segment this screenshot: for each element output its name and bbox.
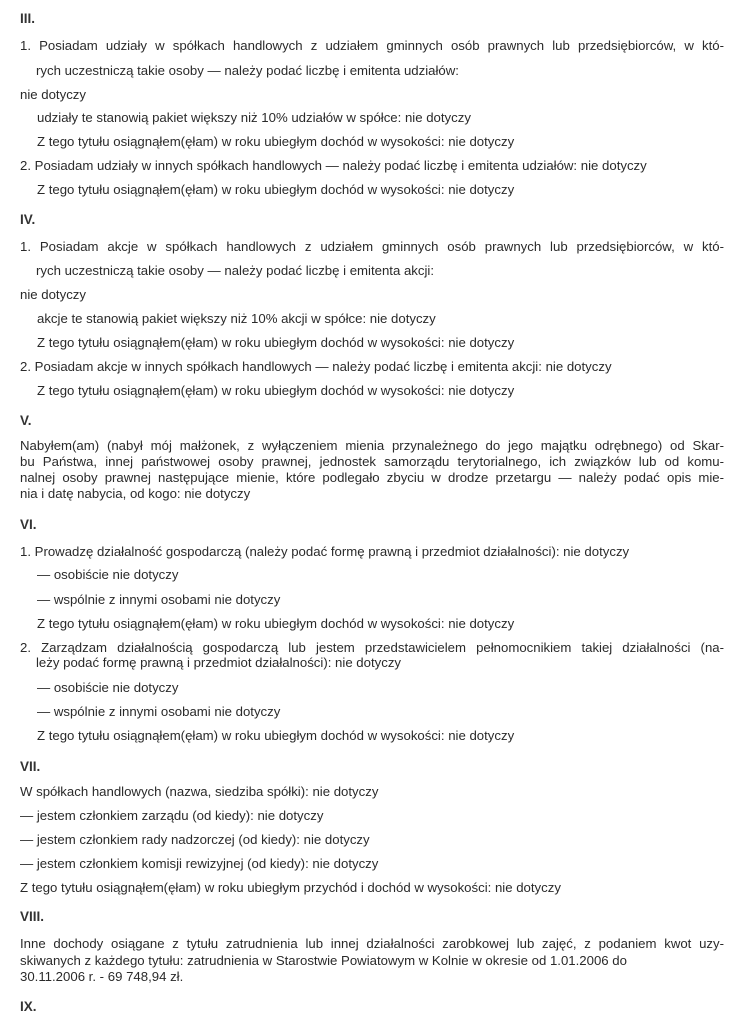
section-v-line3: nalnej osoby prawnej następujące mienie, które podlegało zbyciu w drodze przetargu — należy podać opis mie-: [20, 470, 724, 485]
section-viii-line1: Inne dochody osiągane z tytułu zatrudnienia lub innej działalności zarobkowej lub zajęć, z podaniem kwot uzy-: [20, 936, 724, 951]
section-vi-item2-line1: 2. Zarządzam działalnością gospodarczą lub jestem przedstawicielem pełnomocnikiem takiej działalności (na-: [20, 640, 724, 655]
section-iii-item1-line1: 1. Posiadam udziały w spółkach handlowych z udziałem gminnych osób prawnych lub przedsiębiorców, w któ-: [20, 38, 724, 53]
section-vi-item1: 1. Prowadzę działalność gospodarczą (należy podać formę prawną i przedmiot działalności): nie dotyczy: [20, 544, 630, 559]
section-iii-item2: 2. Posiadam udziały w innych spółkach handlowych — należy podać liczbę i emitenta udziałów: nie dotyczy: [20, 158, 647, 173]
section-iv-heading: IV.: [20, 212, 36, 227]
section-v-line1: Nabyłem(am) (nabył mój małżonek, z wyłączeniem mienia przynależnego do jego majątku odrębnego) od Skar-: [20, 438, 724, 453]
section-ix-heading: IX.: [20, 999, 37, 1014]
section-iii-sub3: Z tego tytułu osiągnąłem(ęłam) w roku ubiegłym dochód w wysokości: nie dotyczy: [37, 182, 515, 197]
section-v-line2: bu Państwa, innej państwowej osoby prawnej, jednostek samorządu terytorialnego, ich związków lub od komu-: [20, 454, 724, 469]
section-v-heading: V.: [20, 413, 32, 428]
section-vi-item1-jointly: — wspólnie z innymi osobami nie dotyczy: [37, 592, 281, 607]
section-iv-answer: nie dotyczy: [20, 287, 86, 302]
section-iv-item1-line1: 1. Posiadam akcje w spółkach handlowych z udziałem gminnych osób prawnych lub przedsiębiorców, w któ-: [20, 239, 724, 254]
section-iii-sub1: udziały te stanowią pakiet większy niż 10% udziałów w spółce: nie dotyczy: [37, 110, 471, 125]
section-iii-item1-line2: rych uczestniczą takie osoby — należy podać liczbę i emitenta udziałów:: [36, 63, 459, 78]
section-vi-item2-personal: — osobiście nie dotyczy: [37, 680, 179, 695]
section-vi-item2-line2: leży podać formę prawną i przedmiot działalności): nie dotyczy: [36, 655, 402, 670]
section-iv-item2: 2. Posiadam akcje w innych spółkach handlowych — należy podać liczbę i emitenta akcji: nie dotyczy: [20, 359, 612, 374]
section-viii-heading: VIII.: [20, 909, 45, 924]
section-viii-line3: 30.11.2006 r. - 69 748,94 zł.: [20, 969, 184, 984]
section-iii-answer: nie dotyczy: [20, 87, 86, 102]
section-vi-item1-income: Z tego tytułu osiągnąłem(ęłam) w roku ubiegłym dochód w wysokości: nie dotyczy: [37, 616, 515, 631]
section-iii-sub2: Z tego tytułu osiągnąłem(ęłam) w roku ubiegłym dochód w wysokości: nie dotyczy: [37, 134, 515, 149]
section-vi-item2-jointly: — wspólnie z innymi osobami nie dotyczy: [37, 704, 281, 719]
section-viii-line2: skiwanych z każdego tytułu: zatrudnienia w Starostwie Powiatowym w Kolnie w okresie od 1.01.2006 do: [20, 953, 627, 968]
section-vi-item1-personal: — osobiście nie dotyczy: [37, 567, 179, 582]
section-v-line4: nia i datę nabycia, od kogo: nie dotyczy: [20, 486, 251, 501]
section-iv-sub2: Z tego tytułu osiągnąłem(ęłam) w roku ubiegłym dochód w wysokości: nie dotyczy: [37, 335, 515, 350]
section-vii-line1: W spółkach handlowych (nazwa, siedziba spółki): nie dotyczy: [20, 784, 379, 799]
section-vii-line3: — jestem członkiem rady nadzorczej (od kiedy): nie dotyczy: [20, 832, 370, 847]
section-iii-heading: III.: [20, 11, 36, 26]
section-vii-line5: Z tego tytułu osiągnąłem(ęłam) w roku ubiegłym przychód i dochód w wysokości: nie dotyczy: [20, 880, 561, 895]
section-vi-item2-income: Z tego tytułu osiągnąłem(ęłam) w roku ubiegłym dochód w wysokości: nie dotyczy: [37, 728, 515, 743]
section-iv-sub3: Z tego tytułu osiągnąłem(ęłam) w roku ubiegłym dochód w wysokości: nie dotyczy: [37, 383, 515, 398]
section-vii-heading: VII.: [20, 759, 41, 774]
section-iv-sub1: akcje te stanowią pakiet większy niż 10% akcji w spółce: nie dotyczy: [37, 311, 436, 326]
section-iv-item1-line2: rych uczestniczą takie osoby — należy podać liczbę i emitenta akcji:: [36, 263, 435, 278]
section-vii-line2: — jestem członkiem zarządu (od kiedy): nie dotyczy: [20, 808, 324, 823]
section-vi-heading: VI.: [20, 517, 37, 532]
section-vii-line4: — jestem członkiem komisji rewizyjnej (od kiedy): nie dotyczy: [20, 856, 379, 871]
